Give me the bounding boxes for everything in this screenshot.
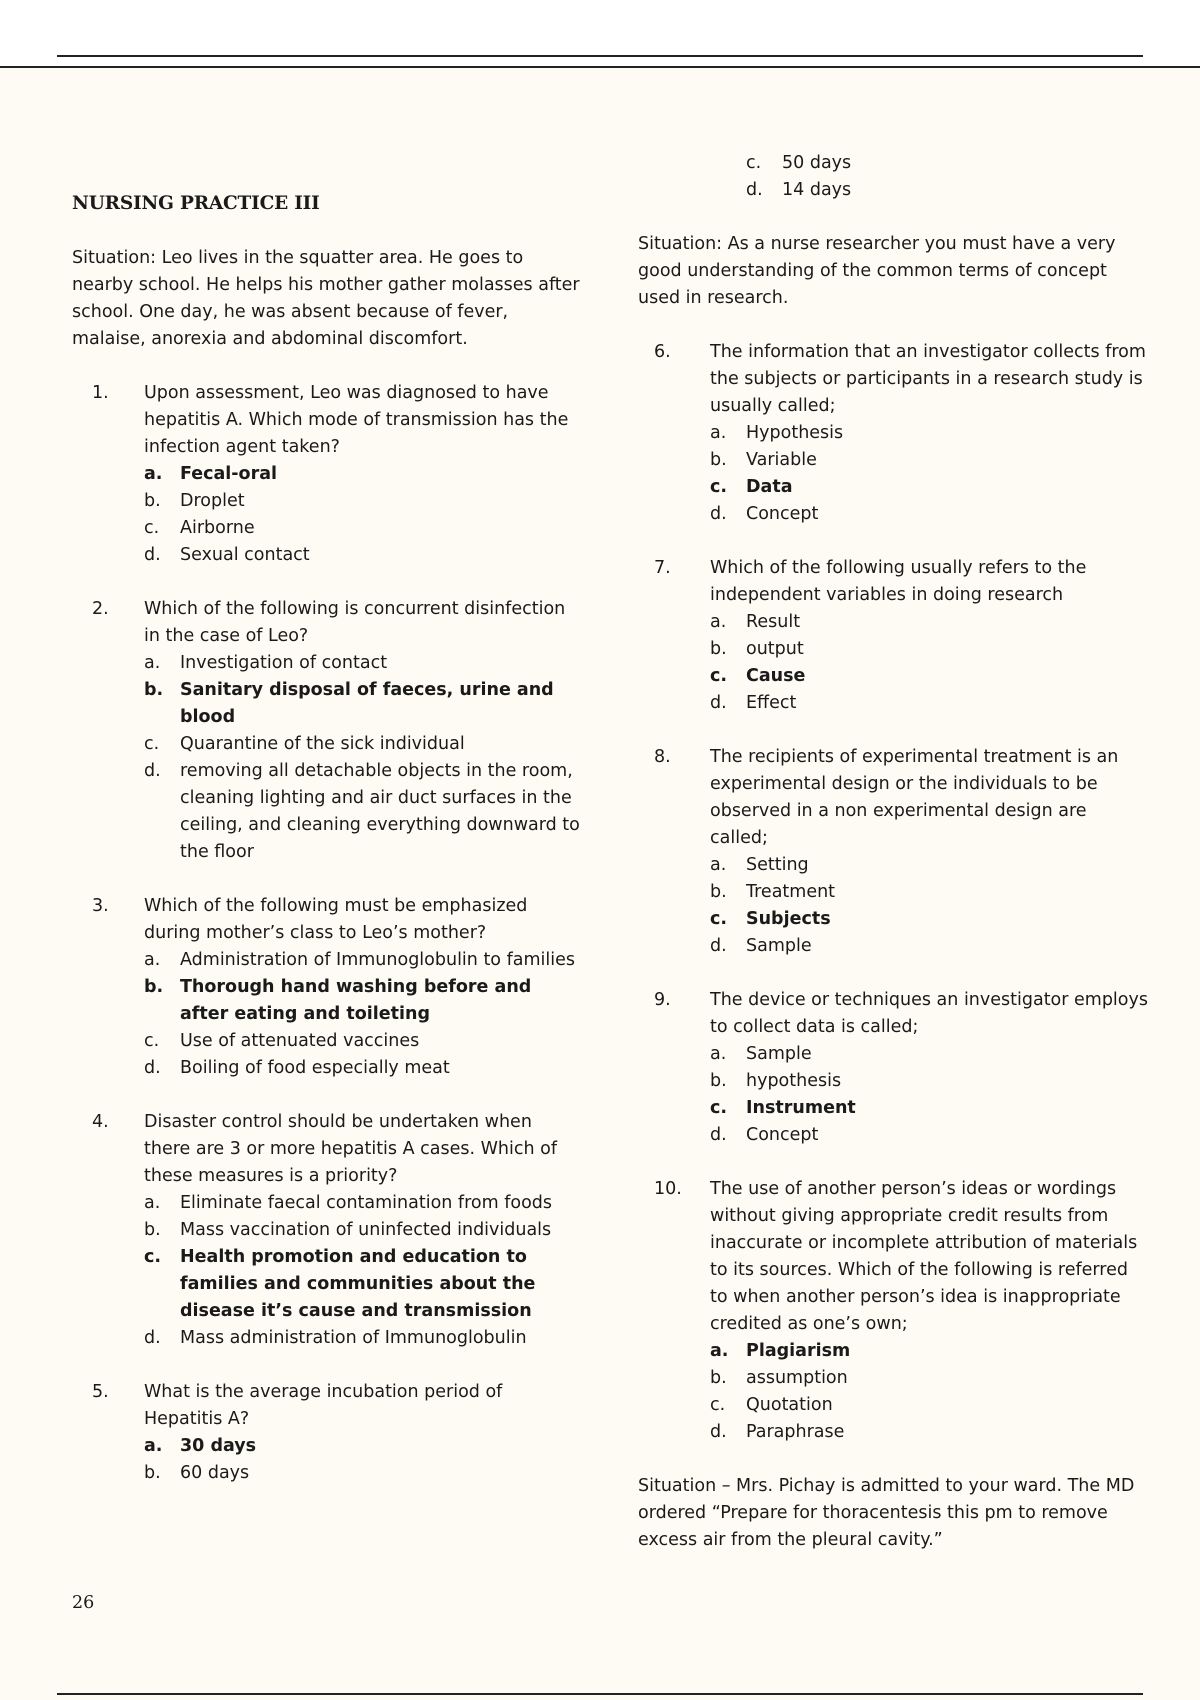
answer-option xyxy=(144,758,582,866)
option-text: Fecal-oral xyxy=(180,464,278,484)
right-question-list xyxy=(638,339,1148,1446)
option-letter: b. xyxy=(144,680,164,700)
option-list xyxy=(144,461,582,569)
option-list xyxy=(710,852,1148,960)
option-letter: b. xyxy=(144,977,164,997)
option-letter: b. xyxy=(710,1071,727,1091)
answer-option xyxy=(144,677,582,731)
option-text: Effect xyxy=(746,693,797,713)
answer-option xyxy=(144,542,582,569)
option-letter: c. xyxy=(710,1098,728,1118)
option-text: Sexual contact xyxy=(180,545,310,565)
option-letter: a. xyxy=(144,653,161,673)
answer-option xyxy=(144,1055,582,1082)
answer-option xyxy=(710,1068,1148,1095)
option-text: Sanitary disposal of faeces, urine and blood xyxy=(180,680,554,727)
option-text: Investigation of contact xyxy=(180,653,388,673)
question-item xyxy=(72,596,582,866)
option-text: Cause xyxy=(746,666,806,686)
question-item xyxy=(72,1379,582,1487)
question-body xyxy=(144,893,582,1082)
option-list xyxy=(710,1338,1148,1446)
question-body xyxy=(710,555,1148,717)
answer-option xyxy=(710,636,1148,663)
answer-option xyxy=(710,690,1148,717)
option-text: Subjects xyxy=(746,909,831,929)
option-letter: d. xyxy=(746,180,763,200)
answer-option xyxy=(144,1244,582,1325)
option-text: 30 days xyxy=(180,1436,257,1456)
option-list xyxy=(144,1433,582,1487)
answer-option xyxy=(710,501,1148,528)
answer-option xyxy=(710,1392,1148,1419)
answer-option xyxy=(746,177,1148,204)
option-letter: d. xyxy=(144,1328,161,1348)
answer-option xyxy=(710,474,1148,501)
answer-option xyxy=(144,1460,582,1487)
answer-option xyxy=(144,947,582,974)
option-letter: c. xyxy=(746,153,762,173)
option-text: 50 days xyxy=(782,153,852,173)
question-number: 9. xyxy=(654,990,671,1010)
question-number: 6. xyxy=(654,342,671,362)
option-text: Paraphrase xyxy=(746,1422,845,1442)
question-item xyxy=(638,555,1148,717)
option-text: Quarantine of the sick individual xyxy=(180,734,465,754)
option-letter: d. xyxy=(710,693,727,713)
question-body xyxy=(144,1379,582,1487)
question-item xyxy=(638,1176,1148,1446)
option-text: Sample xyxy=(746,1044,812,1064)
option-text: 60 days xyxy=(180,1463,250,1483)
option-letter: d. xyxy=(144,545,161,565)
option-letter: a. xyxy=(144,950,161,970)
option-text: Result xyxy=(746,612,801,632)
option-list xyxy=(144,947,582,1082)
option-letter: d. xyxy=(710,1422,727,1442)
answer-option xyxy=(710,879,1148,906)
answer-option xyxy=(710,447,1148,474)
option-text: Quotation xyxy=(746,1395,833,1415)
question-number: 1. xyxy=(92,383,109,403)
question-body xyxy=(144,380,582,569)
option-text: output xyxy=(746,639,804,659)
answer-option xyxy=(710,1365,1148,1392)
option-text: Data xyxy=(746,477,793,497)
answer-option xyxy=(144,488,582,515)
option-letter: d. xyxy=(144,1058,161,1078)
page-title: NURSING PRACTICE III xyxy=(72,193,320,214)
answer-option xyxy=(144,974,582,1028)
question-body xyxy=(144,1109,582,1352)
answer-option xyxy=(746,150,1148,177)
answer-option xyxy=(144,1433,582,1460)
answer-option xyxy=(144,1028,582,1055)
answer-option xyxy=(710,609,1148,636)
question-body xyxy=(144,596,582,866)
question-item xyxy=(638,744,1148,960)
answer-option xyxy=(710,1122,1148,1149)
option-letter: b. xyxy=(710,450,727,470)
question-text: Which of the following must be emphasized during mother’s class to Leo’s mother? xyxy=(144,896,528,943)
option-letter: a. xyxy=(710,855,727,875)
option-text: Health promotion and education to families and communities about the disease it’s cause and transmission xyxy=(180,1247,536,1321)
question-item xyxy=(72,380,582,569)
option-text: Setting xyxy=(746,855,809,875)
option-letter: a. xyxy=(710,423,727,443)
option-text: Thorough hand washing before and after eating and toileting xyxy=(180,977,532,1024)
left-question-list xyxy=(72,380,582,1487)
option-letter: c. xyxy=(144,734,160,754)
option-letter: d. xyxy=(144,761,161,781)
situation-researcher: Situation: As a nurse researcher you must have a very good understanding of the common terms of concept used in research. xyxy=(638,234,1116,308)
answer-option xyxy=(144,461,582,488)
option-letter: c. xyxy=(710,1395,726,1415)
question-number: 4. xyxy=(92,1112,109,1132)
question-number: 2. xyxy=(92,599,109,619)
option-text: 14 days xyxy=(782,180,852,200)
question-body xyxy=(710,744,1148,960)
option-letter: d. xyxy=(710,1125,727,1145)
option-text: Variable xyxy=(746,450,817,470)
option-list xyxy=(710,609,1148,717)
option-letter: b. xyxy=(710,639,727,659)
answer-option xyxy=(710,1338,1148,1365)
option-letter: a. xyxy=(144,1436,163,1456)
answer-option xyxy=(710,663,1148,690)
option-text: Mass vaccination of uninfected individuals xyxy=(180,1220,552,1240)
answer-option xyxy=(144,1190,582,1217)
option-letter: d. xyxy=(710,504,727,524)
question-item xyxy=(72,893,582,1082)
option-letter: c. xyxy=(710,477,728,497)
option-letter: a. xyxy=(710,1044,727,1064)
option-text: Boiling of food especially meat xyxy=(180,1058,450,1078)
header-rule xyxy=(57,55,1143,57)
question-item xyxy=(72,1109,582,1352)
answer-option xyxy=(144,1325,582,1352)
option-text: Concept xyxy=(746,1125,819,1145)
question-item xyxy=(638,339,1148,528)
option-letter: a. xyxy=(144,1193,161,1213)
question-text: The use of another person’s ideas or wordings without giving appropriate credit results from inaccurate or incomplete attribution of materials to its sources. Which of the following is referred to when another person’s idea is inappropriate credited as one’s own; xyxy=(710,1179,1138,1334)
option-list xyxy=(710,1041,1148,1149)
option-text: Sample xyxy=(746,936,812,956)
answer-option xyxy=(144,731,582,758)
right-column xyxy=(638,150,1148,1554)
question-number: 7. xyxy=(654,558,671,578)
answer-option xyxy=(144,1217,582,1244)
continued-options xyxy=(746,150,1148,204)
question-number: 3. xyxy=(92,896,109,916)
question-text: Upon assessment, Leo was diagnosed to have hepatitis A. Which mode of transmission has the infection agent taken? xyxy=(144,383,569,457)
question-text: Disaster control should be undertaken when there are 3 or more hepatitis A cases. Which of these measures is a priority? xyxy=(144,1112,558,1186)
option-letter: a. xyxy=(144,464,163,484)
question-text: The device or techniques an investigator employs to collect data is called; xyxy=(710,990,1148,1037)
option-letter: d. xyxy=(710,936,727,956)
answer-option xyxy=(710,1419,1148,1446)
option-letter: c. xyxy=(710,909,728,929)
question-number: 10. xyxy=(654,1179,682,1199)
option-text: Use of attenuated vaccines xyxy=(180,1031,420,1051)
option-text: Droplet xyxy=(180,491,245,511)
option-text: Plagiarism xyxy=(746,1341,851,1361)
option-letter: c. xyxy=(144,1031,160,1051)
answer-option xyxy=(710,933,1148,960)
question-item xyxy=(638,987,1148,1149)
situation-pichay: Situation – Mrs. Pichay is admitted to your ward. The MD ordered “Prepare for thoracentesis this pm to remove excess air from the pleural cavity.” xyxy=(638,1476,1135,1550)
option-list xyxy=(144,650,582,866)
option-text: hypothesis xyxy=(746,1071,842,1091)
option-text: Administration of Immunoglobulin to families xyxy=(180,950,575,970)
question-number: 5. xyxy=(92,1382,109,1402)
option-text: assumption xyxy=(746,1368,848,1388)
question-text: The recipients of experimental treatment is an experimental design or the individuals to be observed in a non experimental design are called; xyxy=(710,747,1119,848)
situation-leo: Situation: Leo lives in the squatter area. He goes to nearby school. He helps his mother gather molasses after school. One day, he was absent because of fever, malaise, anorexia and abdominal discomfort. xyxy=(72,248,580,349)
option-letter: c. xyxy=(710,666,728,686)
option-letter: b. xyxy=(710,1368,727,1388)
option-letter: a. xyxy=(710,612,727,632)
footer-rule xyxy=(57,1693,1143,1695)
left-column xyxy=(72,190,582,1487)
question-body xyxy=(710,1176,1148,1446)
question-text: What is the average incubation period of Hepatitis A? xyxy=(144,1382,503,1429)
option-text: Airborne xyxy=(180,518,255,538)
option-text: Hypothesis xyxy=(746,423,844,443)
question-text: Which of the following is concurrent disinfection in the case of Leo? xyxy=(144,599,566,646)
question-body xyxy=(710,987,1148,1149)
option-text: Mass administration of Immunoglobulin xyxy=(180,1328,527,1348)
answer-option xyxy=(710,852,1148,879)
option-letter: c. xyxy=(144,1247,162,1267)
question-body xyxy=(710,339,1148,528)
question-number: 8. xyxy=(654,747,671,767)
option-text: Concept xyxy=(746,504,819,524)
option-text: Eliminate faecal contamination from foods xyxy=(180,1193,553,1213)
answer-option xyxy=(710,420,1148,447)
answer-option xyxy=(144,515,582,542)
option-letter: a. xyxy=(710,1341,729,1361)
option-letter: c. xyxy=(144,518,160,538)
option-letter: b. xyxy=(144,491,161,511)
answer-option xyxy=(144,650,582,677)
option-letter: b. xyxy=(144,1220,161,1240)
answer-option xyxy=(710,1095,1148,1122)
page-number: 26 xyxy=(72,1593,95,1613)
answer-option xyxy=(710,906,1148,933)
option-letter: b. xyxy=(710,882,727,902)
option-letter: b. xyxy=(144,1463,161,1483)
option-list xyxy=(710,420,1148,528)
question-text: Which of the following usually refers to the independent variables in doing research xyxy=(710,558,1087,605)
answer-option xyxy=(710,1041,1148,1068)
option-list xyxy=(144,1190,582,1352)
question-text: The information that an investigator collects from the subjects or participants in a research study is usually called; xyxy=(710,342,1146,416)
option-text: Instrument xyxy=(746,1098,856,1118)
option-text: Treatment xyxy=(746,882,836,902)
option-text: removing all detachable objects in the room, cleaning lighting and air duct surfaces in the ceiling, and cleaning everything downward to the floor xyxy=(180,761,580,862)
